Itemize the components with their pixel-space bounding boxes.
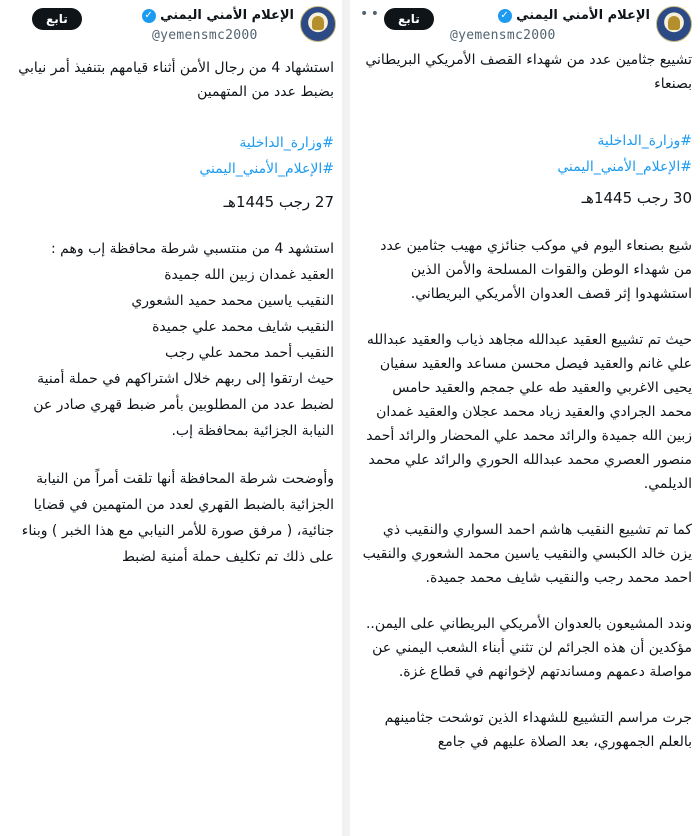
more-options-icon[interactable]: • • [360,6,378,22]
follow-button[interactable]: تابع [32,8,82,30]
hashtag-link[interactable]: #الإعلام_الأمني_اليمني [199,161,334,177]
verified-badge-icon: ✓ [498,9,512,23]
tweet-header [350,0,700,48]
tweet-paragraph: شيع بصنعاء اليوم في موكب جنائزي مهيب جثامين عدد من شهداء الوطن والقوات المسلحة والأمن الذين استشهدوا إثر قصف العدوان الأمريكي البريطاني. [380,238,692,302]
account-name[interactable] [494,8,650,23]
left-tweet [0,0,342,836]
hashtag-link[interactable]: #الإعلام_الأمني_اليمني [557,159,692,175]
tweet-paragraph: وندد المشيعون بالعدوان الأمريكي البريطاني على اليمن.. مؤكدين أن هذه الجرائم لن تثني أبناء الشعب اليمني عن مواصلة دعمهم ومساندتهم لإخوانهم في قطاع غزة. [365,616,692,680]
account-name-text[interactable]: الإعلام الأمني اليمني [516,8,650,23]
verified-badge-icon: ✓ [142,9,156,23]
list-item: العقيد غمدان زبين الله جميدة [164,267,334,283]
tweet-paragraph: حيث ارتقوا إلى ربهم خلال اشتراكهم في حملة أمنية لضبط عدد من المطلوبين بأمر ضبط قهري صادر عن النيابة الجزائية بمحافظة إب. [33,371,334,439]
column-separator [342,0,350,836]
tweet-body [0,56,342,570]
list-item: النقيب أحمد محمد علي رجب [164,345,334,361]
tweet-paragraph: حيث تم تشييع العقيد عبدالله مجاهد ذياب والعقيد عبدالله علي غانم والعقيد فيصل محسن مساعد والعقيد سفيان يحيى الاغربي والعقيد طه علي جمجم والعقيد حامس محمد الجرادي والعقيد زياد محمد عجلان والعقيد غمدان زبين الله جميدة والرائد محمد علي المحضار والرائد أحمد منصور العصري محمد عبدالله الحوري والرائد علي محمد الديلمي. [366,332,692,492]
tweet-date: 27 رجب 1445هـ [223,193,334,211]
tweet-headline: استشهاد 4 من رجال الأمن أثناء قيامهم بتنفيذ أمر نيابي بضبط عدد من المتهمين [18,60,334,100]
account-handle[interactable]: @yemensmc2000 [450,28,556,43]
account-name[interactable] [138,8,294,23]
list-item: النقيب شايف محمد علي جميدة [152,319,334,335]
tweet-paragraph: جرت مراسم التشييع للشهداء الذين توشحت جثامينهم بالعلم الجمهوري، بعد الصلاة عليهم في جامع [384,710,692,750]
right-tweet [350,0,700,836]
tweet-intro: استشهد 4 من منتسبي شرطة محافظة إب وهم : [51,241,334,257]
tweet-paragraph: كما تم تشييع النقيب هاشم احمد السواري والنقيب ذي يزن خالد الكبسي والنقيب ياسين محمد الشعوري والنقيب احمد محمد رجب والنقيب شايف محمد جميدة. [362,522,692,586]
account-name-text[interactable]: الإعلام الأمني اليمني [160,8,294,23]
tweet-body [350,48,700,754]
list-item: النقيب ياسين محمد حميد الشعوري [131,293,334,309]
tweet-date: 30 رجب 1445هـ [581,189,692,207]
follow-button[interactable]: تابع [384,8,434,30]
tweet-headline: تشييع جثامين عدد من شهداء القصف الأمريكي البريطاني بصنعاء [365,52,692,92]
account-handle[interactable]: @yemensmc2000 [152,28,258,43]
account-avatar[interactable] [300,6,336,42]
account-avatar[interactable] [656,6,692,42]
hashtag-link[interactable]: #وزارة_الداخلية [597,133,692,149]
tweet-header [0,0,342,48]
hashtag-link[interactable]: #وزارة_الداخلية [239,135,334,151]
tweet-paragraph: وأوضحت شرطة المحافظة أنها تلقت أمراً من النيابة الجزائية بالضبط القهري لعدد من المتهمين في قضايا جنائية، ( مرفق صورة للأمر النيابي مع هذا الخبر ) وبناء على ذلك تم تكليف حملة أمنية لضبط [21,471,334,565]
